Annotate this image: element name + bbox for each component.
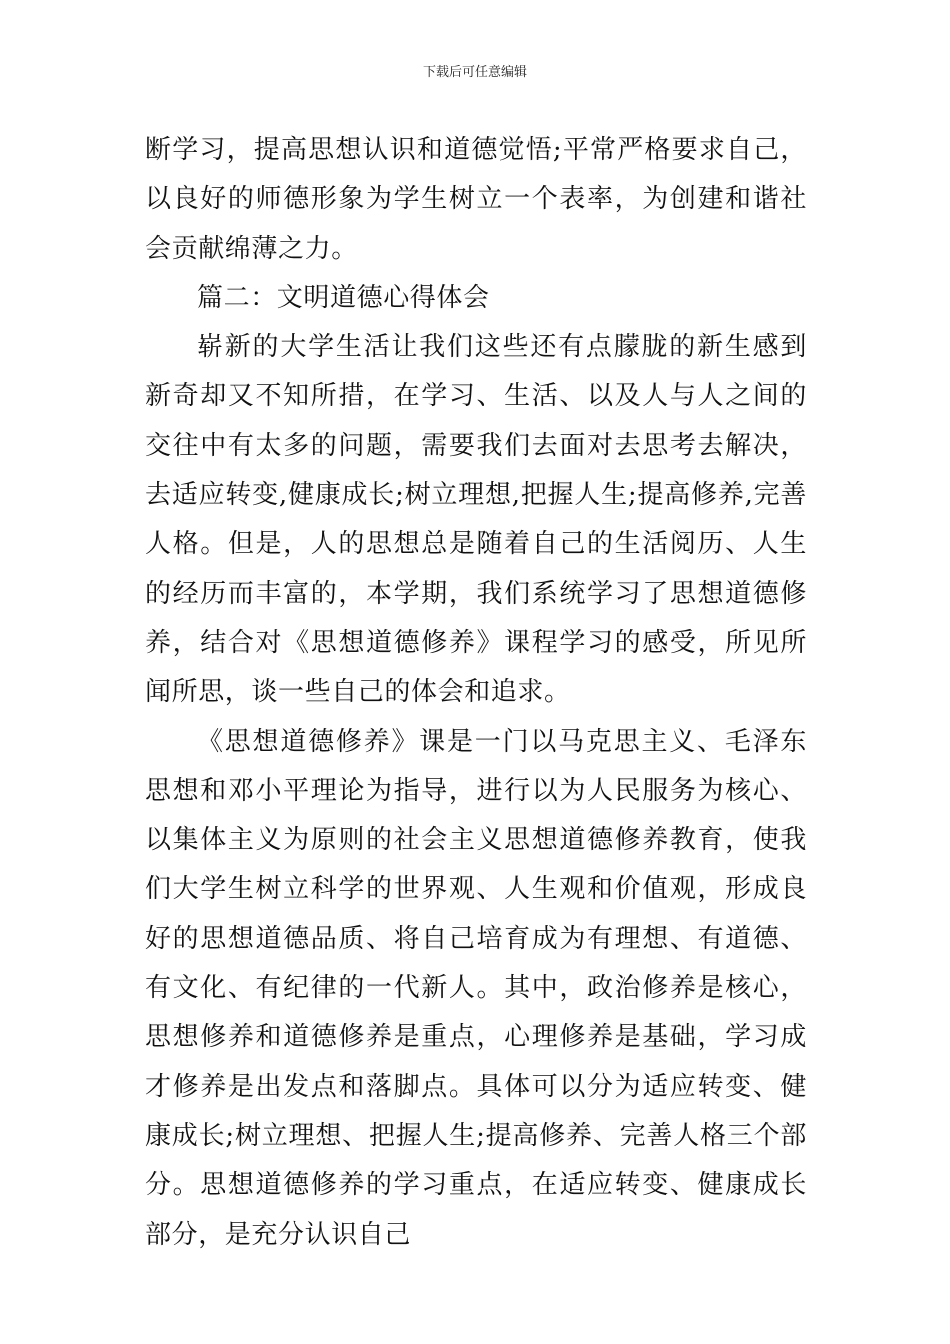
document-body [145, 126, 807, 1260]
paragraph-continuation: 断学习，提高思想认识和道德觉悟;平常严格要求自己，以良好的师德形象为学生树立一个表率，为创建和谐社会贡献绵薄之力。 [145, 135, 807, 264]
paragraph-course: 《思想道德修养》课是一门以马克思主义、毛泽东思想和邓小平理论为指导，进行以为人民服务为核心、以集体主义为原则的社会主义思想道德修养教育，使我们大学生树立科学的世界观、人生观和价值观，形成良好的思想道德品质、将自己培育成为有理想、有道德、有文化、有纪律的一代新人。其中，政治修养是核心，思想修养和道德修养是重点，心理修养是基础，学习成才修养是出发点和落脚点。具体可以分为适应转变、健康成长;树立理想、把握人生;提高修养、完善人格三个部分。思想道德修养的学习重点，在适应转变、健康成长部分，是充分认识自己 [145, 726, 807, 1250]
page-header [0, 64, 950, 82]
header-note: 下载后可任意编辑 [422, 65, 527, 80]
section-heading: 篇二：文明道德心得体会 [197, 282, 490, 313]
paragraph-intro: 崭新的大学生活让我们这些还有点朦胧的新生感到新奇却又不知所措，在学习、生活、以及人与人之间的交往中有太多的问题，需要我们去面对去思考去解决，去适应转变,健康成长;树立理想,把握人生;提高修养,完善人格。但是，人的思想总是随着自己的生活阅历、人生的经历而丰富的，本学期，我们系统学习了思想道德修养，结合对《思想道德修养》课程学习的感受，所见所闻所思，谈一些自己的体会和追求。 [145, 332, 807, 708]
